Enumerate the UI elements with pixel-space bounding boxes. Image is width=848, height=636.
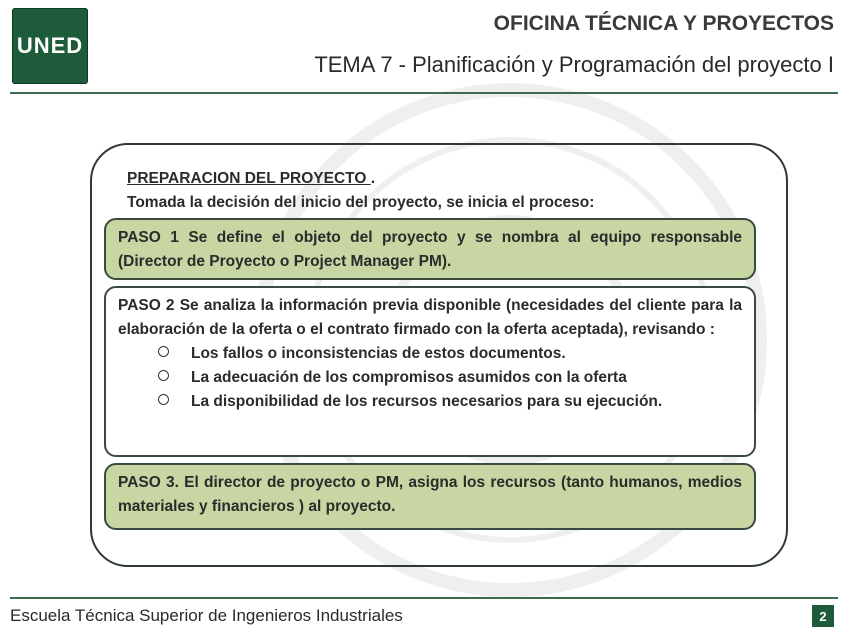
page-title: OFICINA TÉCNICA Y PROYECTOS [493,12,834,35]
step-2-box [104,286,756,457]
footer-school: Escuela Técnica Superior de Ingenieros Industriales [10,606,403,625]
header-divider [10,92,838,94]
page-number: 2 [812,605,834,627]
step-2-text: PASO 2 Se analiza la información previa disponible (necesidades del cliente para la elaboración de la oferta o el contrato firmado con la oferta aceptada), revisando : [118,297,742,338]
list-item-text: La adecuación de los compromisos asumidos con la oferta [191,369,627,386]
step-1-box [104,218,756,280]
list-item [158,366,742,390]
list-item-text: La disponibilidad de los recursos necesarios para su ejecución. [191,393,663,410]
section-heading [127,170,375,188]
uned-logo [12,8,88,84]
step-2-bullets [118,342,742,414]
list-item [158,390,742,414]
section-heading-text: PREPARACION DEL PROYECTO [127,170,371,187]
step-3-text: PASO 3. El director de proyecto o PM, asigna los recursos (tanto humanos, medios materiales y financieros ) al proyecto. [118,474,742,515]
footer-divider [10,597,838,599]
section-heading-suffix: . [370,170,376,187]
page-subtitle: TEMA 7 - Planificación y Programación del proyecto I [314,52,834,77]
circle-bullet-icon [158,370,169,381]
list-item-text: Los fallos o inconsistencias de estos documentos. [191,345,566,362]
step-1-text: PASO 1 Se define el objeto del proyecto y se nombra al equipo responsable (Director de Proyecto o Project Manager PM). [118,229,742,270]
step-3-box [104,463,756,530]
logo-text: UNED [16,33,84,58]
intro-text: Tomada la decisión del inicio del proyecto, se inicia el proceso: [127,194,595,211]
circle-bullet-icon [158,394,169,405]
circle-bullet-icon [158,346,169,357]
list-item [158,342,742,366]
